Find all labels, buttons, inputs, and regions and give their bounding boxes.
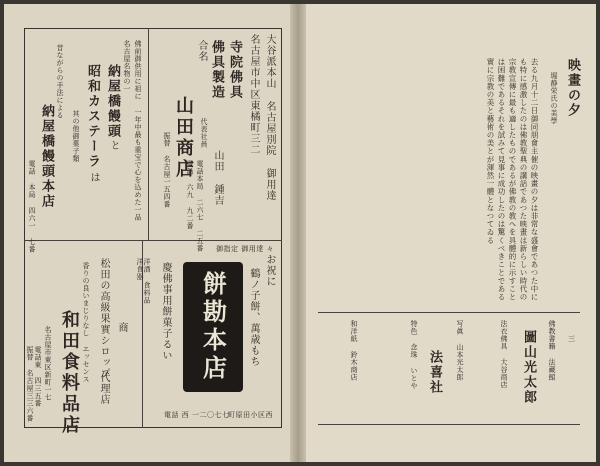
ad-wada-line1: 洋酒 食料品 洋食器 bbox=[136, 258, 151, 304]
ad-mochi-line4: 御指定 御用達 々 bbox=[216, 245, 274, 253]
ad-temple-shop: 山田商店 bbox=[173, 96, 194, 180]
ad-wada-address: 名古屋市東区新町一七 bbox=[44, 326, 52, 401]
ad-temple-rep-name: 山田 鍾吉 bbox=[212, 150, 223, 206]
ad-temple-line4: 佛具製造 bbox=[209, 40, 224, 100]
ad-divider-horizontal bbox=[24, 240, 282, 241]
ad-naya-phone: 電話 本局 四六一 七番 bbox=[28, 160, 36, 253]
bottom-ads-rule-lower bbox=[318, 424, 580, 425]
ad-mochi-line3: 慶佛事用餅菓子るい bbox=[160, 262, 171, 361]
article-subtitle: 堀静栄氏の美學 bbox=[550, 72, 558, 125]
ad-temple-line3: 寺院佛具 bbox=[227, 40, 242, 100]
ad-naya-line7: 其の他御菓子類 bbox=[72, 110, 80, 163]
bottom-ad-4: 特色 念珠 いとや bbox=[410, 320, 418, 390]
ad-temple-line1: 大谷派本山 名古屋別院 御用達 bbox=[264, 34, 275, 201]
bottom-ad-3: 写眞 山本光太郎 bbox=[456, 320, 464, 381]
article-body: 去る九月十二日御同朋會主催の映畫の夕は非常な盛會であつた中にも特に感激したのは佛教聖典の講話であつた映畫は新らしい時代の宗教宣傳に最も適したものであるが佛教の教へを具體的に示すことは困難であるそれを試みて見事に成功したのは驚くべきことである實に宗教の美と藝術の美とが渾然一體となつてゐる bbox=[486, 58, 539, 301]
ad-naya-line3: 納屋橋饅頭 bbox=[105, 64, 120, 139]
article-title: 映畫の夕 bbox=[565, 58, 580, 118]
ad-naya-line2: 名古屋名物の一 bbox=[123, 40, 131, 93]
ad-temple-phone1: 電話本局 二六七 二五番 bbox=[196, 160, 204, 252]
ad-naya-line5: 昭和カステーラ bbox=[85, 64, 100, 169]
ad-mochi-phone: 電話 西 一二〇七七 bbox=[164, 411, 230, 419]
bottom-ad-big-2: 法喜社 bbox=[427, 350, 442, 395]
ad-mochi-line2: 鶴ノ子餅、萬歳もち bbox=[248, 268, 259, 367]
bottom-ads-rule bbox=[318, 312, 580, 313]
ad-wada-line4: 香りの良いまじりなし エッセンス bbox=[82, 262, 90, 383]
ad-naya-shop: 納屋橋饅頭本店 bbox=[39, 104, 54, 209]
ad-temple-rep-label: 代表社員 bbox=[200, 118, 208, 148]
bottom-ad-2: 法衣佛具 大谷商店 bbox=[500, 320, 508, 389]
ad-divider-top bbox=[148, 28, 149, 240]
ad-wada-line5: 代理店 bbox=[98, 372, 109, 405]
bottom-ad-big-1: 圖山光太郎 bbox=[521, 330, 536, 405]
page-number: 三 bbox=[568, 335, 576, 343]
ad-naya-line4: と bbox=[108, 140, 119, 151]
ad-wada-line2: 商 bbox=[116, 322, 127, 333]
ad-wada-line3: 松田の高級果實シロップ bbox=[98, 258, 109, 379]
ad-wada-phone1: 電話東 四三五番 bbox=[34, 346, 42, 407]
bottom-ad-1: 佛教書籍 法藏館 bbox=[548, 320, 556, 381]
bottom-ad-5: 和洋紙 鈴木商店 bbox=[350, 320, 358, 381]
ad-naya-line8: 昔ながらの手法による bbox=[56, 44, 64, 119]
ad-temple-line2: 名古屋市中区東橘町三二 bbox=[248, 34, 259, 155]
ad-mochi-banner-text: 餅勘本店 bbox=[198, 271, 227, 383]
ad-temple-line5: 合名 bbox=[196, 40, 207, 62]
ad-naya-line1: 佛前御供用に祖に 一年中最も重宝で心を込めた一品 bbox=[134, 40, 142, 221]
ad-naya-line6: は bbox=[88, 172, 99, 183]
ad-temple-phone2: 電話 六九 九二番 bbox=[186, 160, 194, 230]
ad-mochi-line1: お祝に bbox=[264, 254, 275, 287]
ad-mochi-address: 町原田小区西 bbox=[228, 411, 273, 419]
ad-wada-shop: 和田食料品店 bbox=[59, 310, 80, 436]
ad-wada-phone2: 振替 名古屋三三六番 bbox=[26, 346, 34, 422]
ad-temple-phone3: 振替 名古屋一五四番 bbox=[163, 132, 171, 208]
ad-mochi-banner bbox=[183, 262, 243, 392]
